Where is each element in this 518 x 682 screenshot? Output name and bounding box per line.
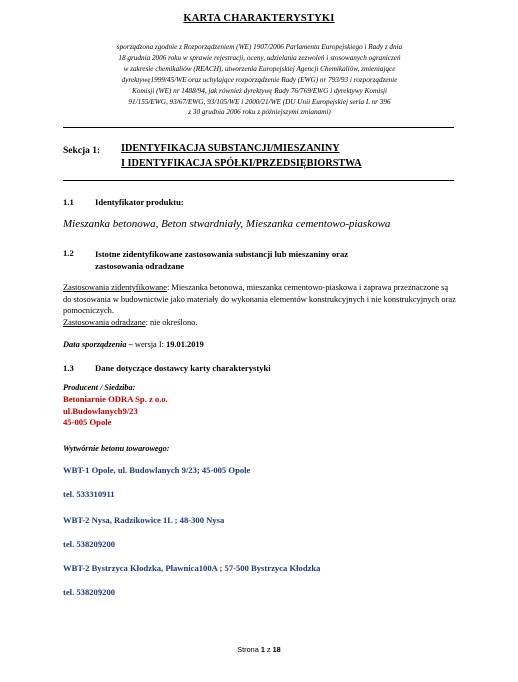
producer-line: 45-005 Opole [63, 417, 112, 428]
total-pages: 18 [272, 645, 281, 654]
identified-uses-text: : Mieszanka betonowa, mieszanka cementowo-piaskowa i zaprawa przeznaczone są do stosowania w budownictwie jako materiały do wykonania elementów konstrukcyjnych i nie konstrukcyjnych oraz pomocniczych. [63, 283, 456, 316]
subsection-1-2-number [63, 248, 95, 258]
producer-line: Betoniarnie ODRA Sp. z o.o. [63, 394, 168, 404]
product-identifier: Mieszanka betonowa, Beton stwardniały, Mieszanka cementowo-piaskowa [63, 218, 391, 230]
date-value: 19.01.2019 [166, 340, 204, 349]
advised-against-uses [63, 317, 458, 329]
section-title-line: IDENTYFIKACJA SUBSTANCJI/MIESZANINY [121, 143, 340, 154]
preamble-line: 91/155/EWG, 93/67/EWG, 93/105/WE i 2000/21/WE (DU Unii Europejskiej seria L nr 396 [128, 97, 391, 106]
subsection-1-1-heading [63, 197, 184, 207]
version-label: wersja I: [134, 340, 167, 349]
preparation-date [63, 340, 204, 349]
preamble-line: w zakresie chemikaliów (REACH), utworzenia Europejskiej Agencji Chemikaliów, zmieniające [123, 64, 396, 73]
subsection-number: 1.3 [63, 363, 74, 373]
identified-uses-label: Zastosowania zidentyfikowane [63, 283, 167, 292]
section-label: Sekcja 1: [63, 146, 101, 156]
subsection-number: 1.1 [63, 197, 74, 207]
plant-address: WBT-1 Opole, ul. Budowlanych 9/23; 45-005 Opole [63, 465, 251, 475]
subsection-title-line: Istotne zidentyfikowane zastosowania substancji lub mieszaniny oraz [95, 249, 349, 259]
uses-paragraph [63, 282, 458, 328]
advised-uses-text: : nie określono. [145, 317, 198, 327]
preamble-line: 18 grudnia 2006 roku w sprawie rejestracji, oceny, udzielania zezwoleń i stosowanych ograniczeń [118, 53, 401, 62]
subsection-1-2-heading [95, 248, 455, 272]
document-title: KARTA CHARAKTERYSTYKI [183, 13, 335, 24]
page-prefix: Strona [237, 645, 261, 654]
date-label: Data sporządzenia [63, 340, 127, 349]
advised-uses-label: Zastosowania odradzane [63, 317, 146, 327]
plant-phone: tel. 538209200 [63, 587, 116, 597]
current-page: 1 [260, 645, 265, 654]
divider [63, 127, 454, 128]
page-separator: z [264, 645, 273, 654]
preamble-line: z 30 grudnia 2006 roku z późniejszymi zmianami) [188, 108, 331, 117]
subsection-number: 1.2 [63, 248, 74, 258]
preamble-line: Komisji (WE) nr 1488/94, jak również dyrektywę Rady 76/769/EWG i dyrektywy Komisji [132, 86, 387, 95]
regulation-preamble [63, 42, 456, 118]
divider [63, 180, 454, 181]
identified-uses [63, 282, 458, 317]
producer-line: ul.Budowlanych9/23 [63, 405, 138, 416]
preamble-line: dyrektywę1999/45/WE oraz uchylające rozporządzenie Rady (EWG) nr 793/93 i rozporządzenie [121, 75, 398, 84]
date-dash: – [126, 340, 135, 349]
plant-phone: tel. 538209200 [63, 539, 116, 549]
producer-label: Producent / Siedziba: [63, 383, 136, 392]
section-title-line: I IDENTYFIKACJA SPÓŁKI/PRZEDSIĘBIORSTWA [121, 157, 362, 169]
subsection-title: Dane dotyczące dostawcy karty charakterystyki [95, 363, 271, 373]
producer-address [63, 394, 168, 429]
subsection-title-line: zastosowania odradzane [95, 261, 185, 271]
subsection-1-3-heading [63, 363, 271, 373]
page-footer [0, 645, 518, 654]
preamble-line: sporządzona zgodnie z Rozporządzeniem (WE) 1907/2006 Parlamentu Europejskiego i Rady z dnia [116, 43, 403, 51]
plant-address: WBT-2 Bystrzyca Kłodzka, Pławnica100A ; 57-500 Bystrzyca Kłodzka [63, 563, 321, 573]
plant-address: WBT-2 Nysa, Radzikowice 1L ; 48-300 Nysa [63, 515, 225, 525]
section-title [121, 142, 441, 171]
plant-phone: tel. 533310911 [63, 489, 115, 499]
plants-label: Wytwórnie betonu towarowego: [63, 444, 170, 453]
subsection-title: Identyfikator produktu: [95, 197, 184, 207]
